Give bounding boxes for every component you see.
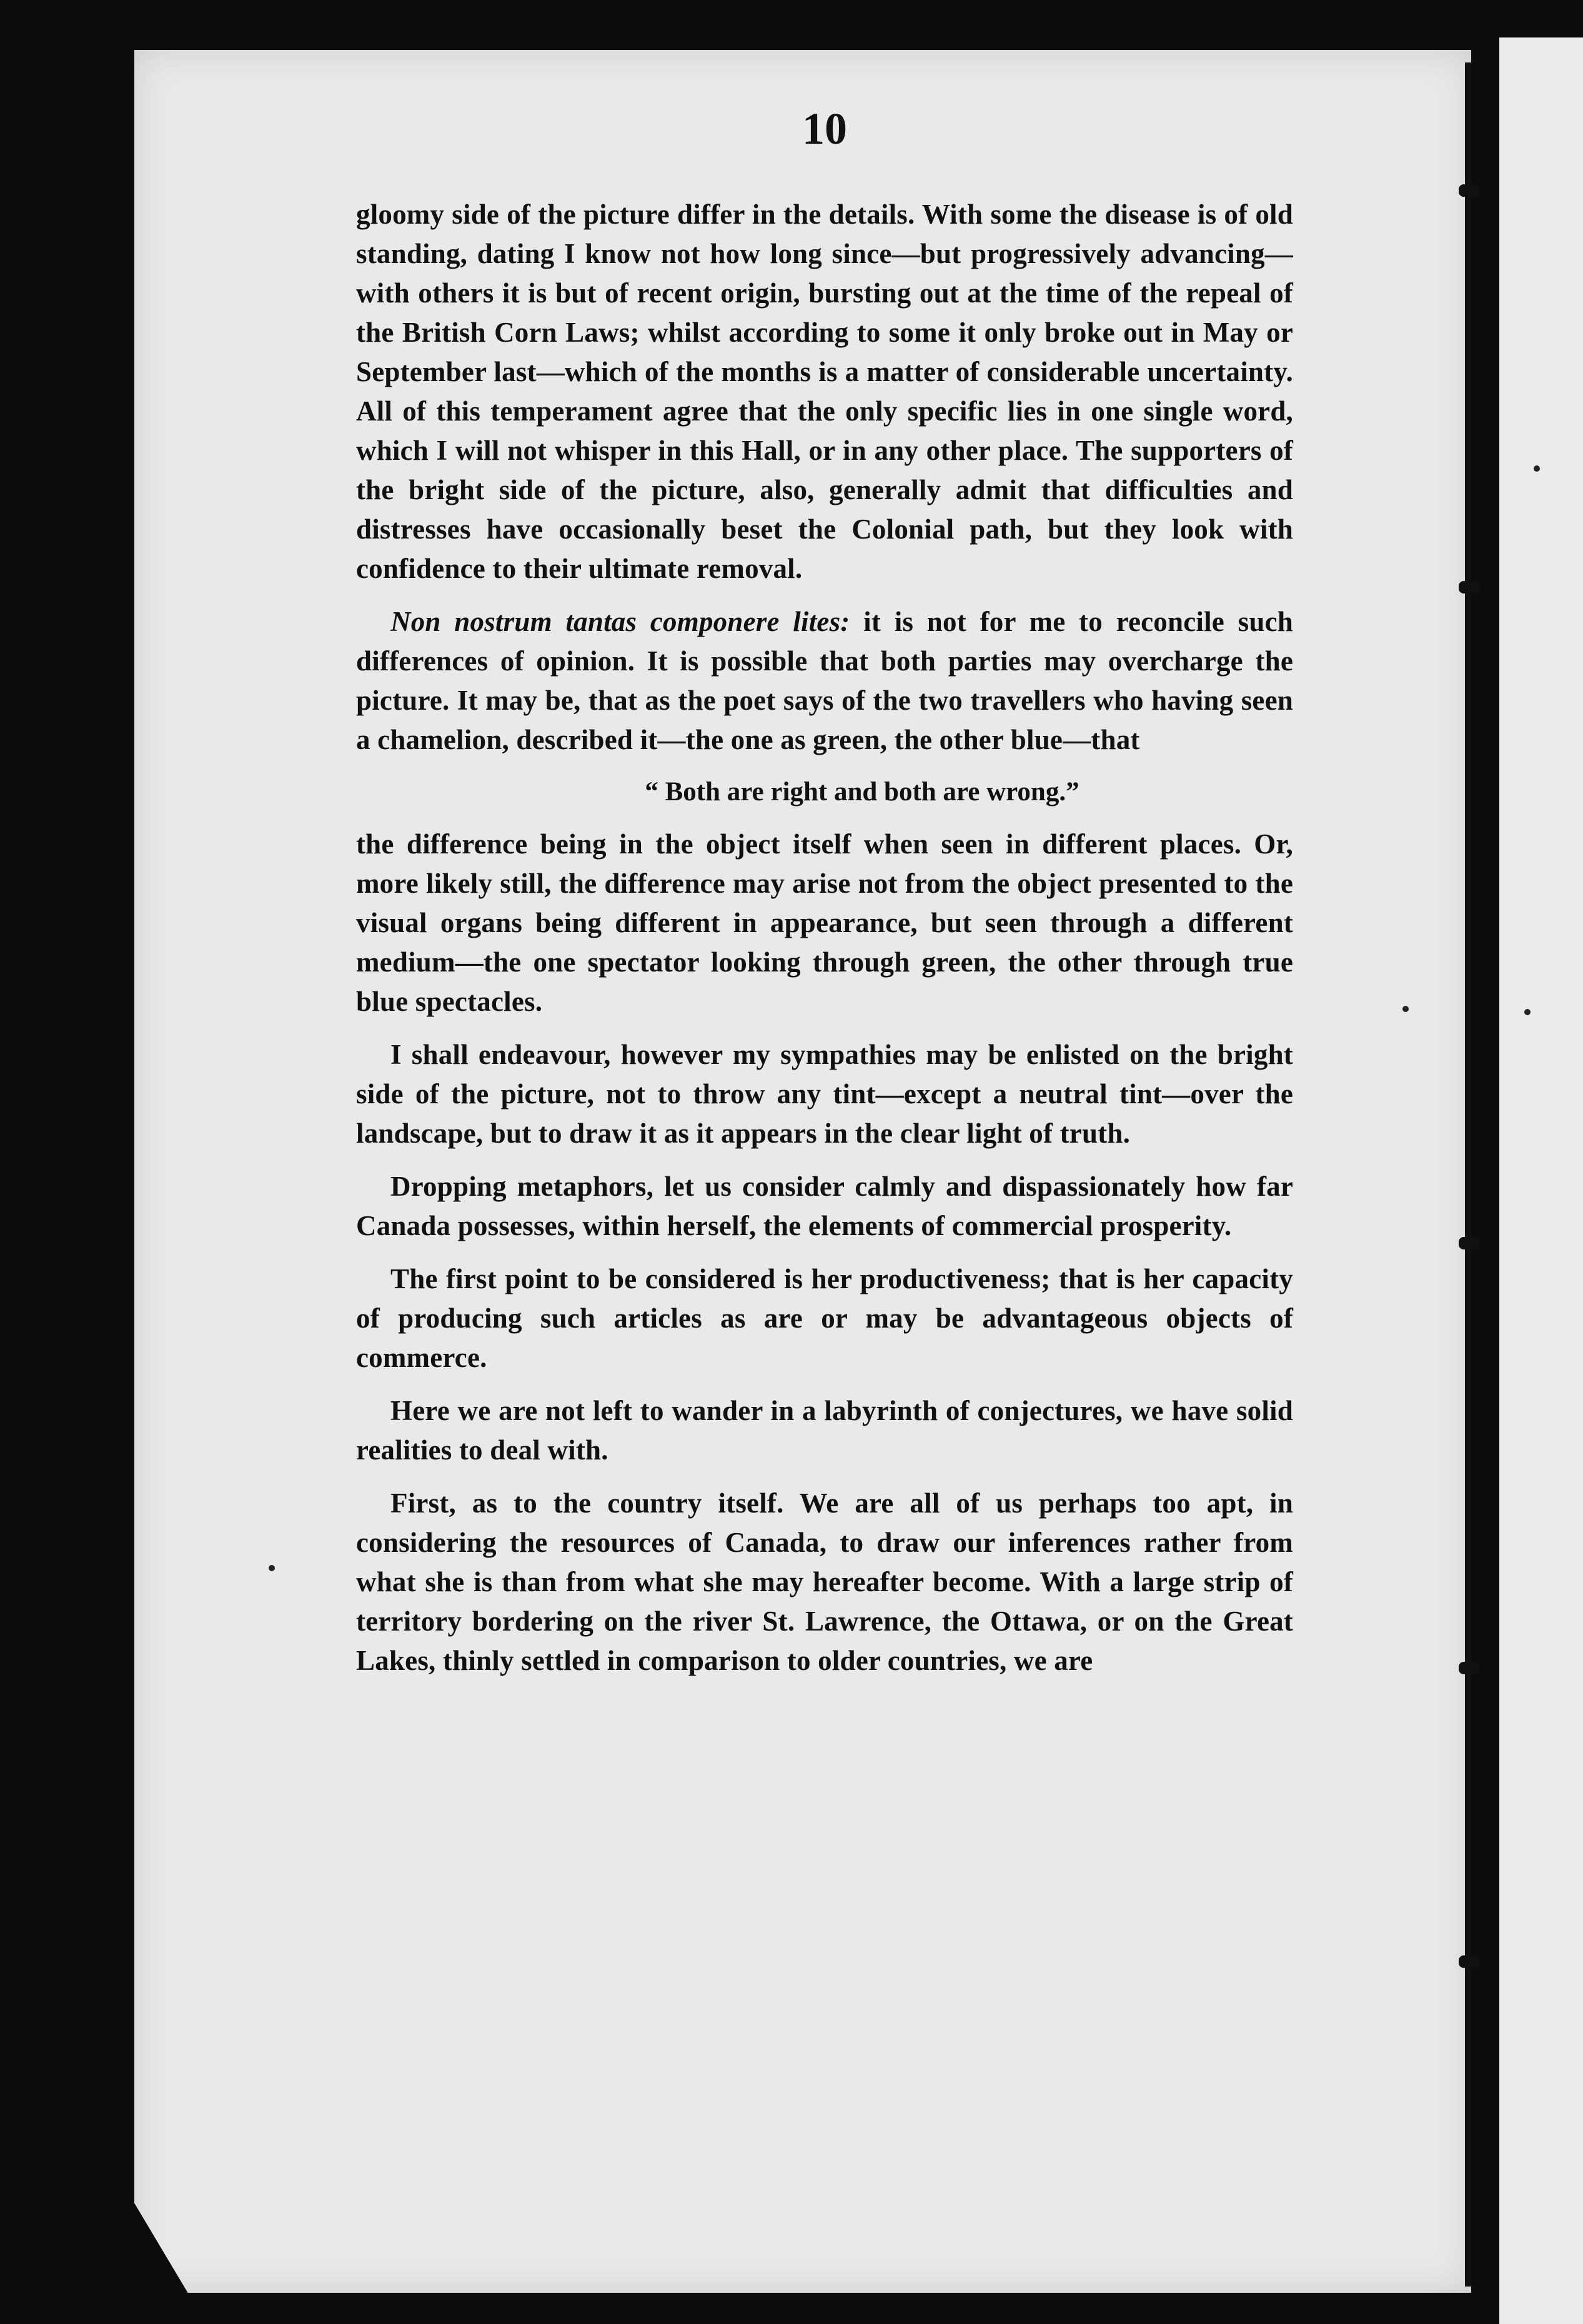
ink-speck xyxy=(1524,1009,1531,1015)
paragraph-8: First, as to the country itself. We are all of us perhaps too apt, in considering the resources of Canada, to draw our inferences rather from what she is than from what she may hereafter become. With a large strip of territory bordering on the river St. Lawrence, the Ottawa, or on the Great Lakes, thinly settled in comparison to older countries, we are xyxy=(356,1487,1293,1676)
binding-stitch xyxy=(1459,1955,1480,1968)
binding-stitch xyxy=(1459,1237,1480,1249)
verse-quote: “ Both are right and both are wrong.” xyxy=(645,777,1079,807)
paragraph-7: Here we are not left to wander in a labyrinth of conjectures, we have solid realities to deal with. xyxy=(356,1395,1293,1466)
paragraph-2-text: it is not for me to reconcile such differences of opinion. It is possible that both parties may overcharge the picture. It may be, that as the poet says of the two travellers who having seen a chamelion, described it—the one as green, the other blue—that xyxy=(356,606,1293,755)
paragraph-5: Dropping metaphors, let us consider calmly and dispassionately how far Canada possesses, within herself, the elements of commercial prosperity. xyxy=(356,1171,1293,1241)
binding-stitch xyxy=(1459,581,1480,593)
binding-edge xyxy=(1465,62,1471,2287)
facing-page-edge xyxy=(1499,37,1583,2324)
page-number: 10 xyxy=(802,104,847,154)
binding-stitch xyxy=(1459,184,1480,197)
paragraph-1: gloomy side of the picture differ in the details. With some the disease is of old standing, dating I know not how long since—but progressively advancing—with others it is but of recent origin, bursting out at the time of the repeal of the British Corn Laws; whilst according to some it only broke out in May or September last—which of the months is a matter of considerable uncertainty. All of this temperament agree that the only specific lies in one single word, which I will not whisper in this Hall, or in any other place. The supporters of the bright side of the picture, also, generally admit that difficulties and distresses have occasionally beset the Colonial path, but they look with confidence to their ultimate removal. xyxy=(356,199,1293,584)
paragraph-6: The first point to be considered is her productiveness; that is her capacity of producing such articles as are or may be advantageous objects of commerce. xyxy=(356,1263,1293,1373)
paragraph-4: I shall endeavour, however my sympathies may be enlisted on the bright side of the picture, not to throw any tint—except a neutral tint—over the landscape, but to draw it as it appears in the clear light of truth. xyxy=(356,1039,1293,1149)
latin-phrase: Non nostrum tantas componere lites: xyxy=(390,606,850,637)
paragraph-2 xyxy=(356,602,1293,760)
ink-speck xyxy=(1534,465,1540,472)
paragraph-3: the difference being in the object itself when seen in different places. Or, more likely still, the difference may arise not from the object presented to the visual organs being different in appearance, but seen through a different medium—the one spectator looking through green, the other through true blue spectacles. xyxy=(356,828,1293,1017)
ink-speck xyxy=(269,1565,275,1571)
binding-stitch xyxy=(1459,1662,1480,1674)
page-text-block xyxy=(356,106,1293,1694)
ink-speck xyxy=(1402,1006,1409,1012)
